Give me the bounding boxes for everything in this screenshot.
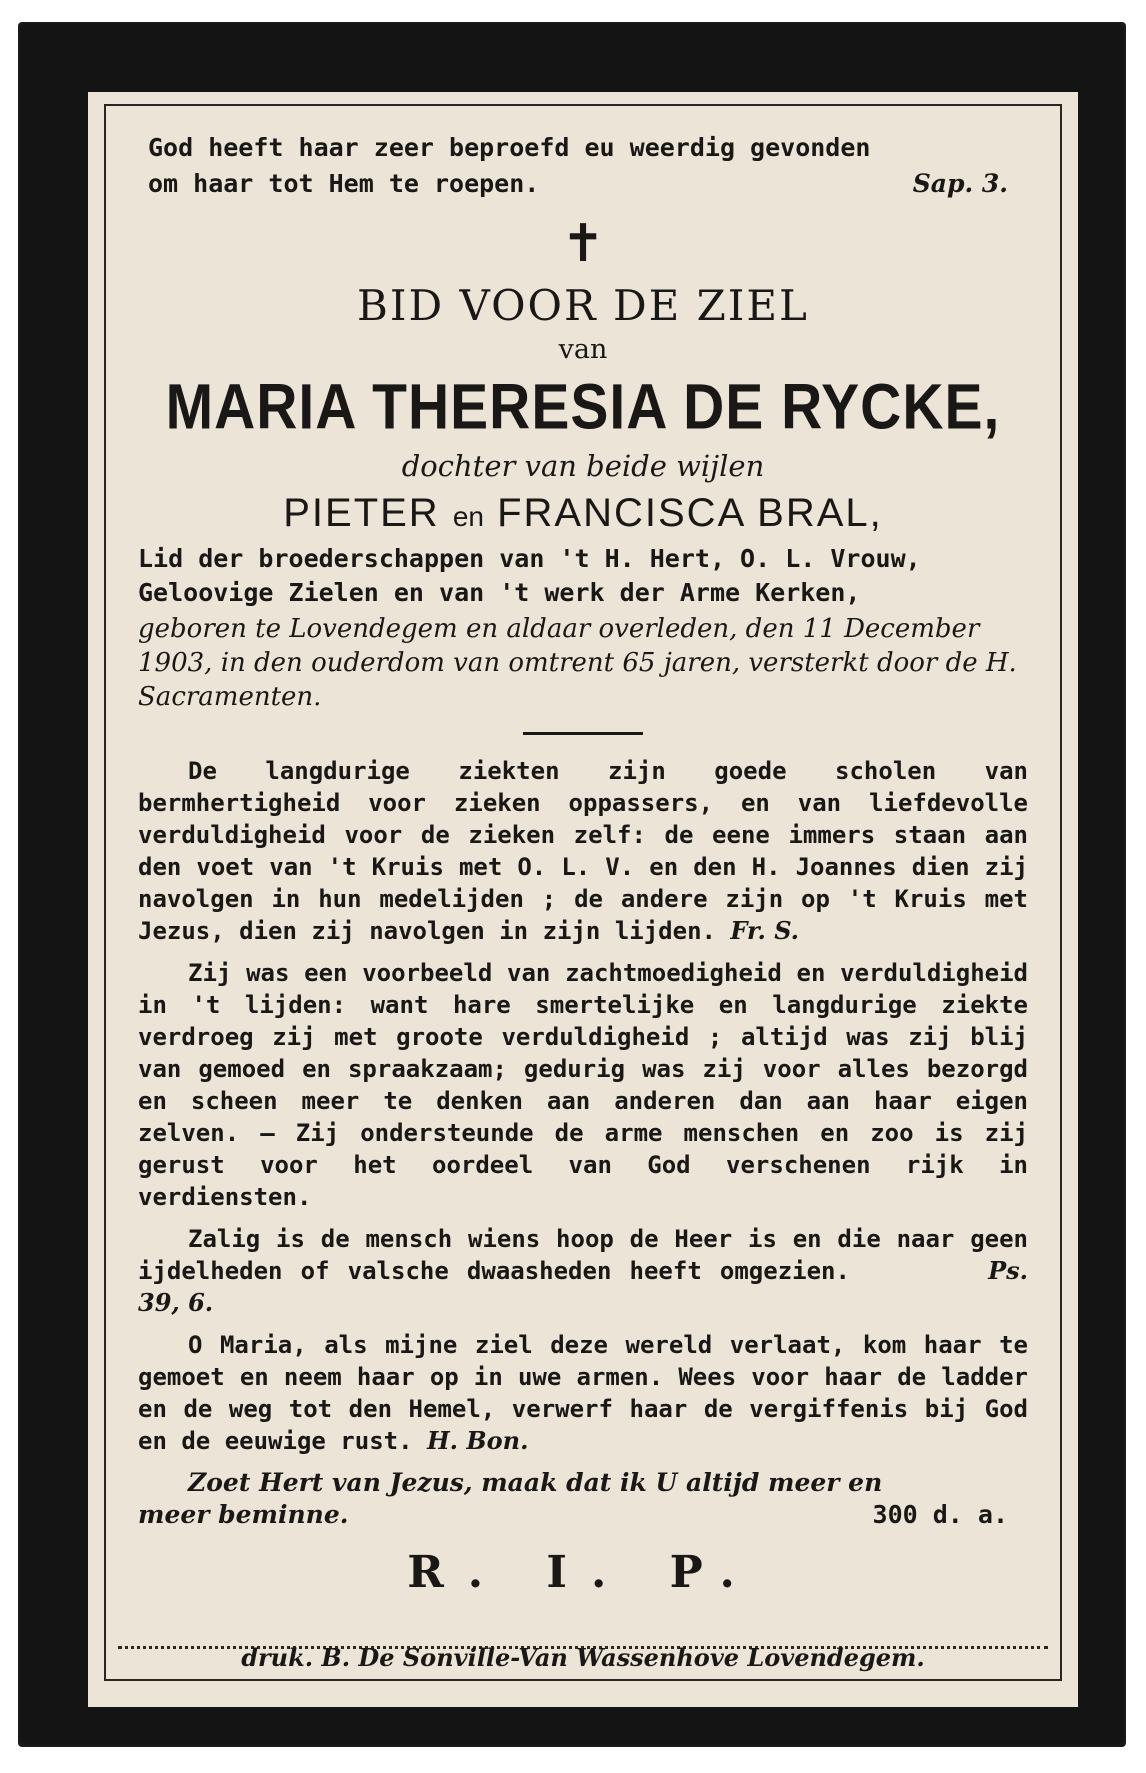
paragraph-source: Ps. 39, 6. [138,1256,1029,1317]
cross-icon: ✝ [561,214,605,274]
heading: BID VOOR DE ZIEL [357,281,809,330]
epigraph [148,130,1048,202]
printer-credit: druk. B. De Sonville-Van Wassenhove Lovendegem. [241,1643,925,1672]
parents [118,488,1048,542]
paragraph-text: O Maria, als mijne ziel deze wereld verlaat, kom haar te gemoet en neem haar op in uwe armen. Wees voor haar de ladder en de weg tot den Hemel, verwerf haar de vergiffenis bij God en de eeuwige rust. [138,1331,1028,1455]
daughter-of: dochter van beide wijlen [401,449,765,483]
prayer-line-2-row [118,1499,1048,1531]
indulgence: 300 d. a. [872,1500,1008,1529]
rip: R. I. P. [407,1547,759,1598]
card-paper [88,92,1078,1707]
mourning-card-border [18,22,1126,1747]
epigraph-line-2-row [148,166,1048,202]
epigraph-line-1: God heeft haar zeer beproefd eu weerdig gevonden [148,133,871,162]
parents-conjunction: en [452,501,484,532]
card-content [118,130,1048,1601]
mother-name: FRANCISCA BRAL, [497,491,883,535]
paragraph-3 [118,1223,1048,1319]
paragraph-2 [118,957,1048,1213]
birth-death: geboren te Lovendegem en aldaar overleden, den 11 December 1903, in den ouderdom van omtrent 65 jaren, versterkt door de H. Sacramenten. [138,614,1017,712]
paragraph-4 [118,1329,1048,1457]
paragraph-text: Zalig is de mensch wiens hoop de Heer is en die naar geen ijdelheden of valsche dwaasheden heeft omgezien. [138,1225,1028,1285]
father-name: PIETER [283,491,440,535]
paragraph-1 [118,755,1048,947]
epigraph-source: Sap. 3. [912,169,1008,198]
divider [523,732,643,735]
paragraph-text: Zij was een voorbeeld van zachtmoedigheid en verduldigheid in 't lijden: want hare smertelijke en langdurige ziekte verdroeg zij met groote verduldigheid ; altijd was zij blij van gemoed en spraakzaam; gedurig was zij voor alles bezorgd en scheen meer te denken aan anderen dan aan haar eigen zelven. — Zij ondersteunde de arme menschen en zoo is zij gerust voor het oordeel van God verschenen rijk in verdiensten. [138,959,1028,1211]
epigraph-line-2: om haar tot Hem te roepen. [148,169,540,198]
prayer-line-1: Zoet Hert van Jezus, maak dat ik U altijd meer en [188,1468,883,1497]
paragraph-source: H. Bon. [427,1426,529,1455]
membership: Lid der broederschappen van 't H. Hert, O. L. Vrouw, Geloovige Zielen en van 't werk der Arme Kerken, [138,544,921,607]
prayer-line-2: meer beminne. [138,1500,349,1529]
paragraph-source: Fr. S. [730,916,800,945]
deceased-name: MARIA THERESIA DE RYCKE, [165,371,1001,443]
paragraph-text: De langdurige ziekten zijn goede scholen van bermhertigheid voor zieken oppassers, en van liefdevolle verduldigheid voor de zieken zelf: de eene immers staan aan den voet van 't Kruis met O. L. V. en den H. Joannes dien zij navolgen in hun medelijden ; de andere zijn op 't Kruis met Jezus, dien zij navolgen in zijn lijden. [138,757,1028,945]
van-label: van [558,334,608,365]
